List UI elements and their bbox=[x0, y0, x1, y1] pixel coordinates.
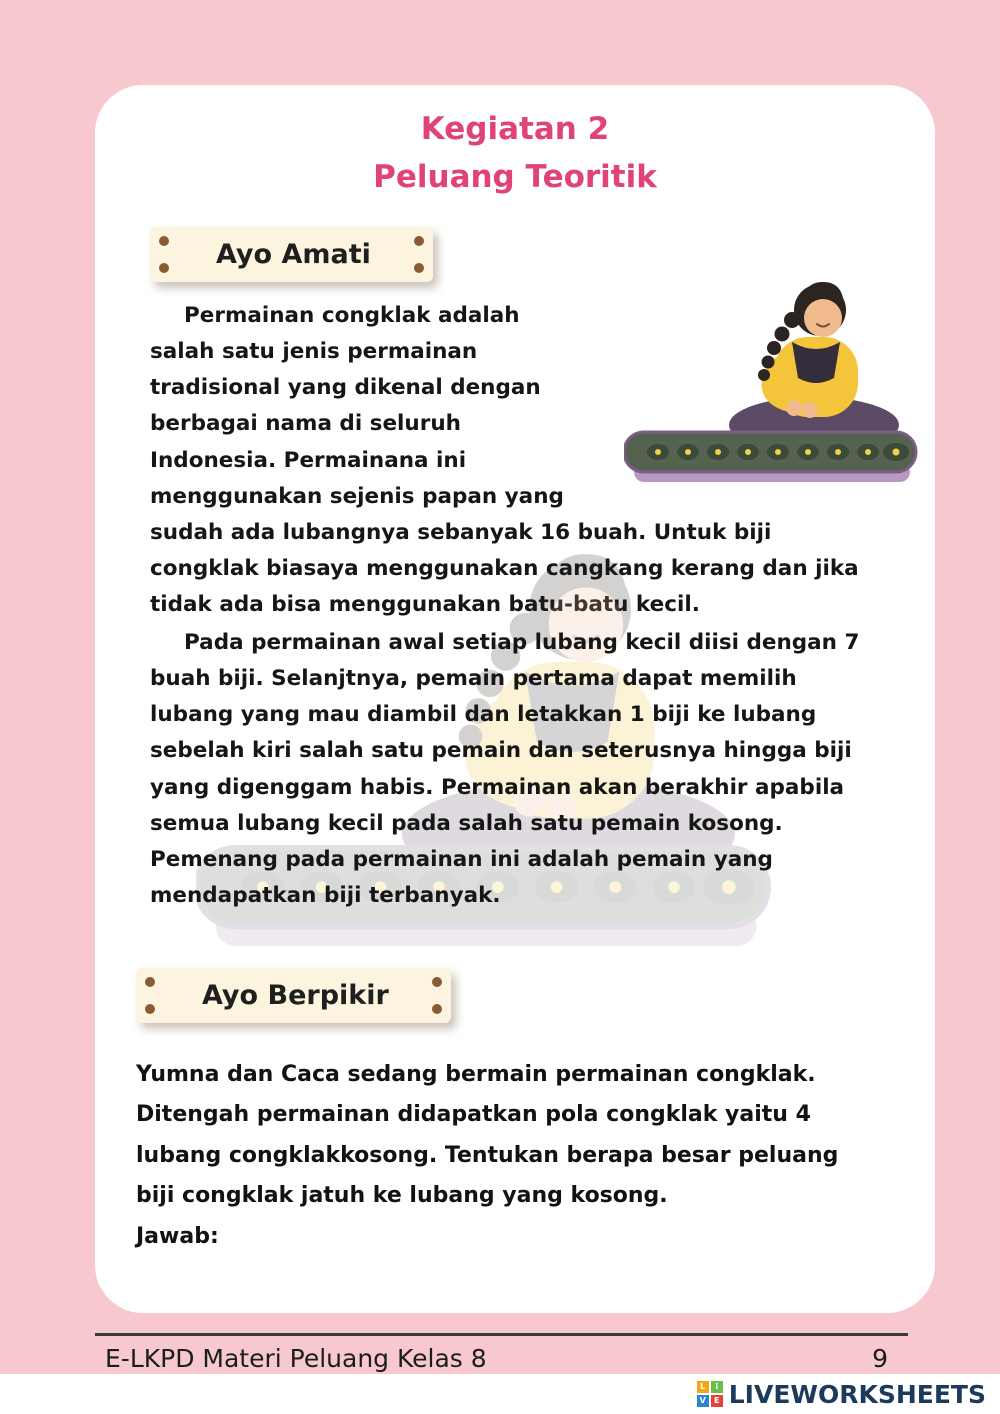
footer bbox=[105, 1344, 888, 1373]
page-title bbox=[150, 105, 880, 201]
banner-label: Ayo Berpikir bbox=[202, 979, 389, 1011]
footer-divider bbox=[95, 1333, 908, 1336]
banner-label: Ayo Amati bbox=[216, 239, 371, 271]
paragraph-rules-wrap bbox=[150, 625, 880, 914]
banner-rivet-dot bbox=[432, 977, 442, 987]
logo-letter-tile: V bbox=[697, 1395, 709, 1407]
banner-rivet-dot bbox=[414, 236, 424, 246]
congklak-girl-illustration bbox=[590, 262, 890, 502]
answer-label: Jawab: bbox=[136, 1223, 219, 1249]
paragraph-congklak-intro-text: Permainan congklak adalah salah satu jenis permainan tradisional yang dikenal dengan berbagai nama di seluruh Indonesia. Permainana ini menggunakan sejenis papan yang sudah ada lubangnya sebanyak 16 buah. Untuk biji congklak biasaya menggunakan cangkang kerang dan jika tidak ada bisa menggunakan batu-batu kecil. bbox=[150, 303, 859, 617]
banner-rivet-dot bbox=[145, 1004, 155, 1014]
banner-rivet-dot bbox=[432, 1004, 442, 1014]
question-text: Yumna dan Caca sedang bermain permainan congklak. Ditengah permainan didapatkan pola congklak yaitu 4 lubang congklakkosong. Tentukan berapa besar peluang biji congklak jatuh ke lubang yang kosong. bbox=[136, 1061, 839, 1209]
logo-letter-tile: E bbox=[711, 1395, 723, 1407]
footer-page-number: 9 bbox=[872, 1344, 888, 1373]
footer-document-title: E-LKPD Materi Peluang Kelas 8 bbox=[105, 1344, 487, 1373]
liveworksheets-logo-text: LIVEWORKSHEETS bbox=[728, 1379, 986, 1409]
section-banner-ayo-amati bbox=[150, 227, 433, 282]
page-title-line2: Peluang Teoritik bbox=[373, 159, 657, 196]
logo-letter-tile: I bbox=[711, 1381, 723, 1393]
banner-rivet-dot bbox=[414, 263, 424, 273]
page-title-line1: Kegiatan 2 bbox=[420, 111, 610, 147]
paragraph-congklak-intro bbox=[150, 298, 880, 623]
liveworksheets-bar bbox=[0, 1374, 1000, 1414]
liveworksheets-logo-icon bbox=[697, 1381, 723, 1407]
worksheet-card bbox=[95, 85, 935, 1313]
banner-rivet-dot bbox=[159, 263, 169, 273]
section-banner-ayo-berpikir bbox=[136, 968, 451, 1023]
paragraph-congklak-rules: Pada permainan awal setiap lubang kecil diisi dengan 7 buah biji. Selanjtnya, pemain pertama dapat memilih lubang yang mau diambil dan letakkan 1 biji ke lubang sebelah kiri salah satu pemain dan seterusnya hingga biji yang digenggam habis. Permainan akan berakhir apabila semua lubang kecil pada salah satu pemain kosong. Pemenang pada permainan ini adalah pemain yang mendapatkan biji terbanyak. bbox=[150, 630, 860, 908]
logo-letter-tile: L bbox=[697, 1381, 709, 1393]
banner-rivet-dot bbox=[145, 977, 155, 987]
banner-rivet-dot bbox=[159, 236, 169, 246]
